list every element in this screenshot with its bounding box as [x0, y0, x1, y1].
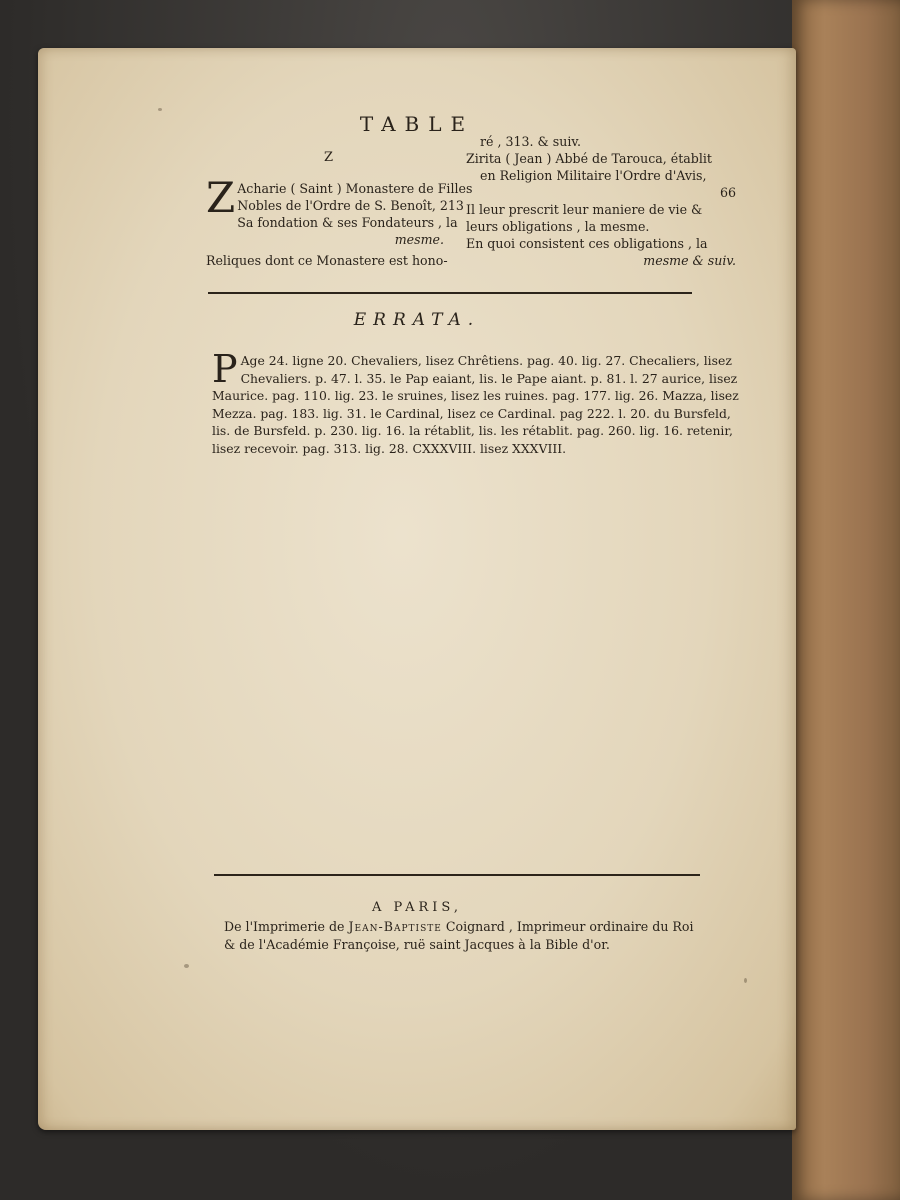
book-fore-edge: [792, 0, 900, 1200]
index-line: Sa fondation & ses Fondateurs , la: [237, 215, 458, 230]
bottom-rule: [214, 874, 700, 876]
index-line: en Religion Militaire l'Ordre d'Avis,: [480, 168, 707, 183]
errata-line: lisez recevoir. pag. 313. lig. 28. CXXXVIII. lisez XXXVIII.: [212, 440, 567, 456]
index-line: ré , 313. & suiv.: [480, 134, 581, 149]
index-line: Reliques dont ce Monastere est hono-: [206, 253, 448, 268]
page-title: TABLE: [359, 112, 475, 136]
dropcap-p: P: [212, 347, 238, 391]
index-line: mesme & suiv.: [643, 253, 736, 268]
top-rule: [208, 292, 692, 294]
index-line: Zirita ( Jean ) Abbé de Tarouca, établit: [466, 151, 712, 166]
imprint: [224, 918, 744, 954]
index-line: Il leur prescrit leur maniere de vie &: [466, 202, 703, 217]
printer-name: Jean-Baptiste: [348, 919, 442, 934]
book-page: [38, 48, 796, 1130]
errata-line: Chevaliers. p. 47. l. 35. le Pap eaiant, lis. le Pape aiant. p. 81. l. 27 aurice, lisez: [240, 370, 738, 386]
errata-line: Mezza. pag. 183. lig. 31. le Cardinal, lisez ce Cardinal. pag 222. l. 20. du Bursfeld,: [212, 405, 731, 421]
errata-title: ERRATA.: [353, 310, 481, 330]
paper-speck: [158, 108, 162, 111]
errata-line: lis. de Bursfeld. p. 230. lig. 16. la rétablit, lis. les rétablit. pag. 260. lig. 16. retenir,: [212, 423, 733, 438]
imprint-line-1: [224, 918, 744, 936]
dropcap-z: Z: [206, 173, 236, 222]
imprint-city: A PARIS,: [372, 900, 462, 915]
imprint-prefix: De l'Imprimerie de: [224, 919, 349, 934]
index-right-column: [466, 133, 736, 269]
errata-text: [212, 347, 739, 457]
index-line: Nobles de l'Ordre de S. Benoît, 213: [237, 198, 464, 213]
section-letter: Z: [324, 150, 334, 165]
index-left-column: [206, 173, 473, 269]
index-line: En quoi consistent ces obligations , la: [466, 236, 708, 251]
errata-line: Maurice. pag. 110. lig. 23. le sruines, lisez les ruines. pag. 177. lig. 26. Mazza, lisez: [212, 388, 739, 403]
imprint-line-2: & de l'Académie Françoise, ruë saint Jacques à la Bible d'or.: [224, 937, 610, 952]
index-line: mesme.: [394, 232, 444, 247]
imprint-suffix: Coignard , Imprimeur ordinaire du Roi: [441, 919, 694, 934]
paper-speck: [184, 964, 189, 968]
index-line: 66: [719, 185, 736, 200]
index-line: leurs obligations , la mesme.: [466, 219, 650, 234]
errata-line: Age 24. ligne 20. Chevaliers, lisez Chrêtiens. pag. 40. lig. 27. Checaliers, lisez: [240, 353, 732, 368]
index-line: Acharie ( Saint ) Monastere de Filles: [237, 181, 473, 196]
paper-speck: [744, 978, 747, 983]
